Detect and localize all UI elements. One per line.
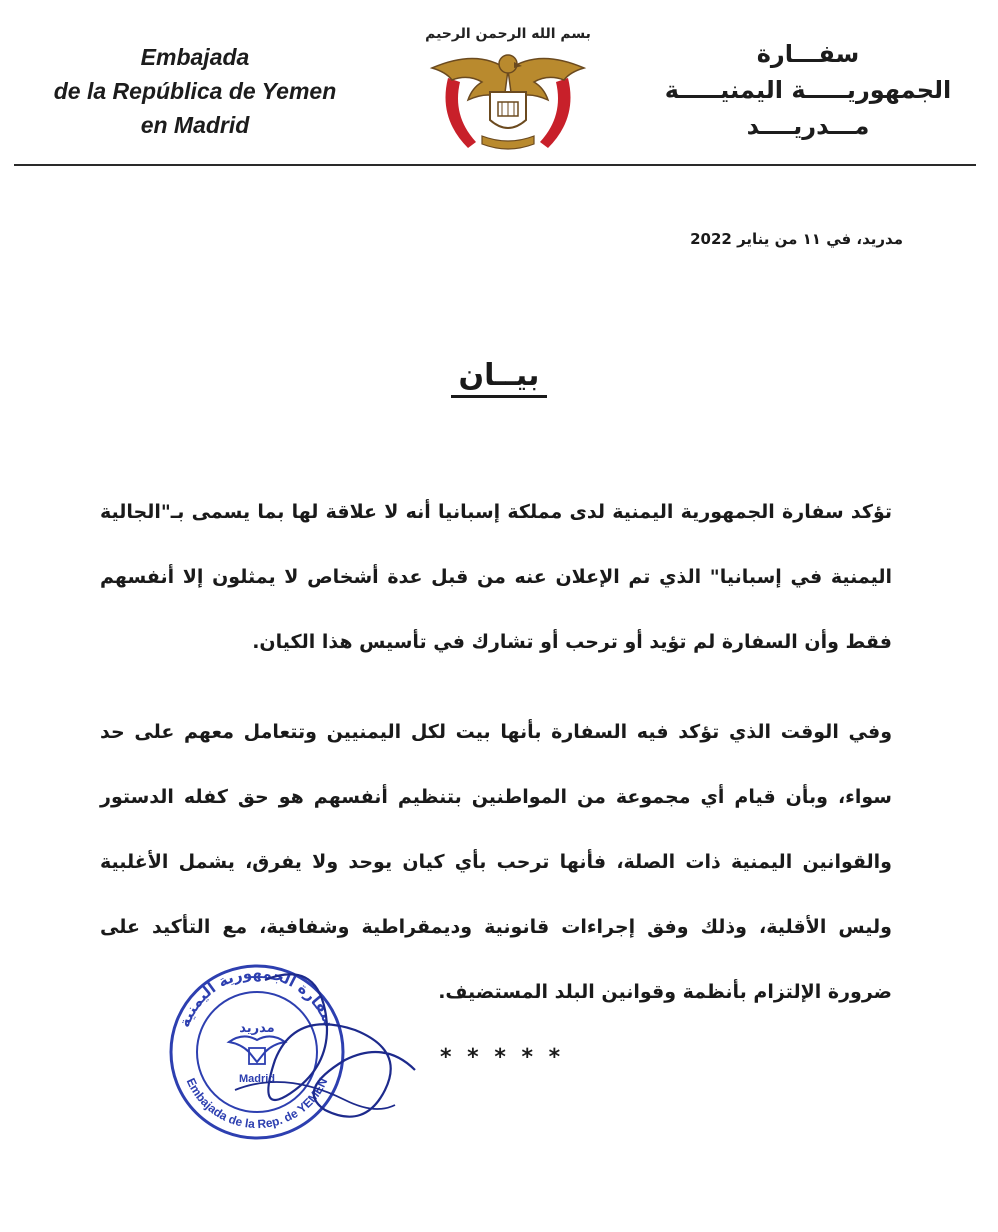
seal-city-arabic: مدريد [239,1021,275,1036]
closing-stars: * * * * * [440,1045,565,1070]
basmala-text: بسم الله الرحمن الرحيم [425,26,591,42]
statement-paragraph-1: تؤكد سفارة الجمهورية اليمنية لدى مملكة إسبانيا أنه لا علاقة لها بما يسمى بـ"الجالية اليمنية في إسبانيا" الذي تم الإعلان عنه من قبل عدة أشخاص لا يمثلون إلا أنفسهم فقط وأن السفارة لم تؤيد أو ترحب أو تشارك في تأسيس هذا الكيان. [100,501,892,653]
letterhead-arabic [658,36,958,144]
letterhead-spanish [30,40,360,142]
letterhead-arabic-line-3: مـــدريــــد [746,112,870,140]
embassy-seal-icon [145,940,425,1150]
document-date: مدريد، في ١١ من يناير 2022 [690,230,903,248]
statement-paragraph-2: وفي الوقت الذي تؤكد فيه السفارة بأنها بيت لكل اليمنيين وتتعامل معهم على حد سواء، وبأن قيام أي مجموعة من المواطنين بتنظيم أنفسهم هو حق كفله الدستور والقوانين اليمنية ذات الصلة، فأنها ترحب بأي كيان يوحد ولا يفرق، يشمل الأغلبية وليس الأقلية، وذلك وفق إجراءات قانونية وديمقراطية وشفافية، مع التأكيد على ضرورة الإلتزام بأنظمة وقوانين البلد المستضيف. [100,721,892,1003]
letterhead-spanish-line-1: Embajada [140,44,250,70]
letterhead-arabic-line-2: الجمهوريـــــة اليمنيـــــة [664,76,952,104]
yemen-eagle-emblem-icon [408,8,608,168]
letterhead-spanish-line-2: de la República de Yemen [53,78,337,104]
letterhead-arabic-line-1: سفـــارة [756,40,860,68]
signature-scribble [265,974,415,1116]
seal-spanish-text: Embajada de la Rep. de YEMEN [183,1075,331,1132]
svg-text:سفارة الجمهورية اليمنية [175,964,339,1030]
header-divider [14,164,976,166]
document-title [0,358,998,393]
seal-arabic-text: سفارة الجمهورية اليمنية [175,963,339,1030]
letterhead-spanish-line-3: en Madrid [140,112,250,138]
seal-city-latin: Madrid [238,1073,276,1085]
document-title-text: بيــان [451,358,548,398]
